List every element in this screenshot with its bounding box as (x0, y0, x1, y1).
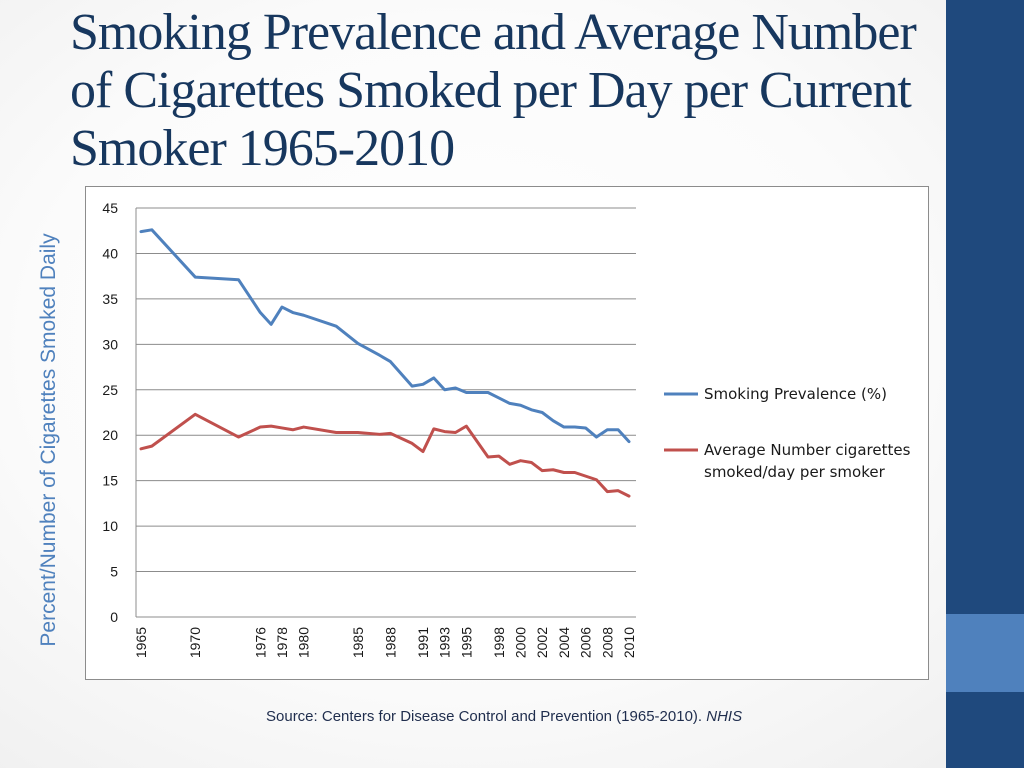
gridlines (136, 208, 636, 572)
slide-title: Smoking Prevalence and Average Number of Cigarettes Smoked per Day per Current Smoker 1965-2010 (70, 4, 916, 177)
x-tick-label: 1980 (295, 627, 312, 659)
y-axis-label: Percent/Number of Cigarettes Smoked Daily (37, 233, 60, 647)
legend-label: Smoking Prevalence (%) (704, 385, 887, 403)
x-tick-labels (133, 627, 637, 658)
y-tick-label: 5 (110, 563, 118, 580)
legend-label: smoked/day per smoker (704, 463, 885, 481)
x-tick-label: 1993 (436, 627, 453, 659)
x-tick-label: 1965 (133, 627, 149, 659)
legend-label: Average Number cigarettes (704, 441, 911, 459)
x-tick-label: 1978 (273, 627, 290, 659)
y-tick-label: 45 (102, 200, 118, 216)
y-tick-label: 40 (102, 245, 118, 262)
y-tick-label: 15 (102, 472, 118, 489)
y-tick-label: 30 (102, 336, 118, 353)
x-tick-label: 1995 (458, 627, 475, 659)
y-tick-label: 25 (102, 381, 118, 398)
y-tick-label: 20 (102, 427, 118, 444)
x-tick-label: 2000 (512, 627, 529, 659)
series-line-cigarettes-per-day (141, 414, 629, 496)
x-tick-label: 1991 (414, 627, 431, 659)
source-note (266, 708, 742, 725)
y-tick-label: 10 (102, 518, 118, 535)
x-tick-label: 2008 (599, 627, 616, 659)
chart-frame (85, 186, 929, 680)
side-accent-block (946, 614, 1024, 692)
legend (664, 385, 911, 481)
y-tick-label: 35 (102, 290, 118, 307)
y-tick-label: 0 (110, 609, 118, 625)
x-tick-label: 2004 (555, 627, 572, 659)
series-lines (141, 230, 629, 496)
line-chart (86, 187, 928, 679)
source-text: Source: Centers for Disease Control and Prevention (1965-2010). (266, 708, 707, 725)
x-tick-label: 1976 (252, 627, 269, 659)
y-tick-labels (102, 200, 118, 625)
source-italic: NHIS (706, 708, 743, 725)
x-tick-label: 2010 (621, 627, 637, 659)
x-tick-label: 1970 (187, 627, 204, 659)
x-tick-label: 2002 (534, 627, 551, 659)
axes (136, 208, 636, 617)
x-tick-label: 1998 (490, 627, 507, 659)
x-tick-label: 1985 (349, 627, 366, 659)
series-line-prevalence (141, 230, 629, 442)
x-tick-label: 1988 (382, 627, 399, 659)
x-tick-label: 2006 (577, 627, 594, 659)
